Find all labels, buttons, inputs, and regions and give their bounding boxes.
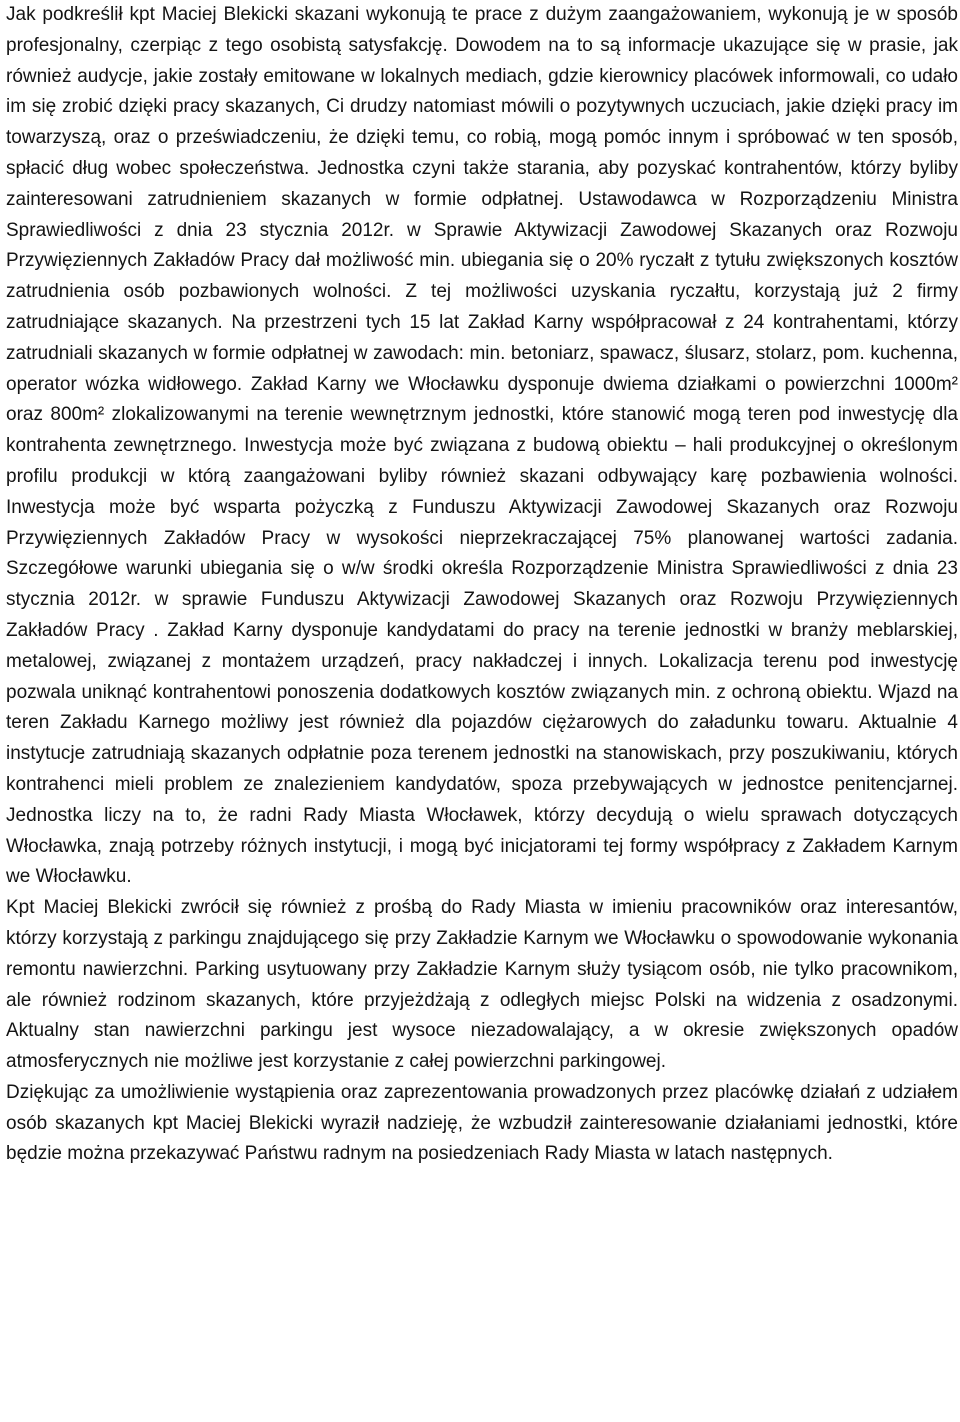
document-page xyxy=(6,0,958,1422)
paragraph: Dziękując za umożliwienie wystąpienia oraz zaprezentowania prowadzonych przez placówkę działań z udziałem osób skazanych kpt Maciej Blekicki wyraził nadzieję, że wzbudził zainteresowanie działaniami jednostki, które będzie można przekazywać Państwu radnym na posiedzeniach Rady Miasta w latach następnych. xyxy=(6,1081,958,1165)
paragraph: Jak podkreślił kpt Maciej Blekicki skazani wykonują te prace z dużym zaangażowaniem, wykonują je w sposób profesjonalny, czerpiąc z tego osobistą satysfakcję. Dowodem na to są informacje ukazujące się w prasie, jak również audycje, jakie zostały emitowane w lokalnych mediach, gdzie kierownicy placówek informowali, co udało im się zrobić dzięki pracy skazanych, Ci drudzy natomiast mówili o pozytywnych uczuciach, jakie dzięki pracy im towarzyszą, oraz o przeświadczeniu, że dzięki temu, co robią, mogą pomóc innym i spróbować w ten sposób, spłacić dług wobec społeczeństwa. Jednostka czyni także starania, aby pozyskać kontrahentów, którzy byliby zainteresowani zatrudnieniem skazanych w formie odpłatnej. Ustawodawca w Rozporządzeniu Ministra Sprawiedliwości z dnia 23 stycznia 2012r. w Sprawie Aktywizacji Zawodowej Skazanych oraz Rozwoju Przywięziennych Zakładów Pracy dał możliwość min. ubiegania się o 20% ryczałt z tytułu zwiększonych kosztów zatrudnienia osób pozbawionych wolności. Z tej możliwości uzyskania ryczałtu, korzystają już 2 firmy zatrudniające skazanych. Na przestrzeni tych 15 lat Zakład Karny współpracował z 24 kontrahentami, którzy zatrudniali skazanych w formie odpłatnej w zawodach: min. betoniarz, spawacz, ślusarz, stolarz, pom. kuchenna, operator wózka widłowego. Zakład Karny we Włocławku dysponuje dwiema działkami o powierzchni 1000m² oraz 800m² zlokalizowanymi na terenie wewnętrznym jednostki, które stanowić mogą teren pod inwestycję dla kontrahenta zewnętrznego. Inwestycja może być związana z budową obiektu – hali produkcyjnej o określonym profilu produkcji w którą zaangażowani byliby również skazani odbywający karę pozbawienia wolności. Inwestycja może być wsparta pożyczką z Funduszu Aktywizacji Zawodowej Skazanych oraz Rozwoju Przywięziennych Zakładów Pracy w wysokości nieprzekraczającej 75% planowanej wartości zadania. Szczegółowe warunki ubiegania się o w/w środki określa Rozporządzenie Ministra Sprawiedliwości z dnia 23 stycznia 2012r. w sprawie Funduszu Aktywizacji Zawodowej Skazanych oraz Rozwoju Przywięziennych Zakładów Pracy . Zakład Karny dysponuje kandydatami do pracy na terenie jednostki w branży meblarskiej, metalowej, związanej z montażem urządzeń, pracy nakładczej i innych. Lokalizacja terenu pod inwestycję pozwala uniknąć kontrahentowi ponoszenia dodatkowych kosztów związanych min. z ochroną obiektu. Wjazd na teren Zakładu Karnego możliwy jest również dla pojazdów ciężarowych do załadunku towaru. Aktualnie 4 instytucje zatrudniają skazanych odpłatnie poza terenem jednostki na stanowiskach, przy poszukiwaniu, których kontrahenci mieli problem ze znalezieniem kandydatów, spoza przebywających w jednostce penitencjarnej. Jednostka liczy na to, że radni Rady Miasta Włocławek, którzy decydują o wielu sprawach dotyczących Włocławka, znają potrzeby różnych instytucji, i mogą być inicjatorami tej formy współpracy z Zakładem Karnym we Włocławku. xyxy=(6,4,958,888)
paragraph: Kpt Maciej Blekicki zwrócił się również z prośbą do Rady Miasta w imieniu pracowników oraz interesantów, którzy korzystają z parkingu znajdującego się przy Zakładzie Karnym we Włocławku o spowodowanie wykonania remontu nawierzchni. Parking usytuowany przy Zakładzie Karnym służy tysiącom osób, nie tylko pracownikom, ale również rodzinom skazanych, które przyjeżdżają z odległych miejsc Polski na widzenia z osadzonymi. Aktualny stan nawierzchni parkingu jest wysoce niezadowalający, a w okresie zwiększonych opadów atmosferycznych nie możliwe jest korzystanie z całej powierzchni parkingowej. xyxy=(6,897,958,1073)
